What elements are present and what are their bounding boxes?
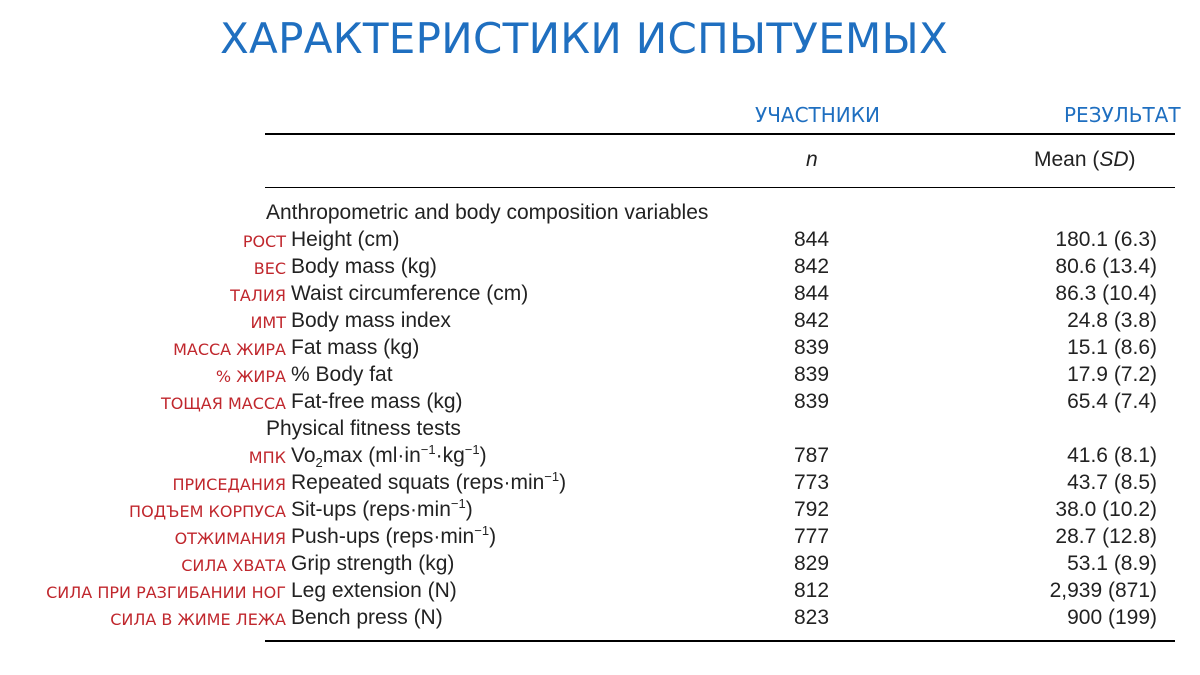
row-label-en: Fat mass (kg) xyxy=(291,336,420,359)
row-label-ru: ПОДЪЕМ КОРПУСА xyxy=(129,502,286,521)
table-row xyxy=(0,552,1200,579)
column-header-n: n xyxy=(806,148,818,171)
row-n: 773 xyxy=(794,471,830,494)
row-mean: 24.8 (3.8) xyxy=(1067,309,1157,332)
row-mean: 38.0 (10.2) xyxy=(1055,498,1157,521)
row-label-ru: ПРИСЕДАНИЯ xyxy=(172,475,286,494)
row-label-en: Waist circumference (cm) xyxy=(291,282,529,305)
table-row xyxy=(0,606,1200,633)
table-row xyxy=(0,336,1200,363)
row-n: 787 xyxy=(794,444,830,467)
table-row xyxy=(0,444,1200,471)
row-n: 844 xyxy=(794,228,830,251)
row-label-ru: ВЕС xyxy=(253,259,286,278)
row-n: 829 xyxy=(794,552,830,575)
row-label-ru: % ЖИРА xyxy=(215,367,286,386)
row-mean: 41.6 (8.1) xyxy=(1067,444,1157,467)
row-label-ru: РОСТ xyxy=(242,232,286,251)
row-label-en: Push-ups $(reps\cdot\min^{-1})$ xyxy=(291,523,497,548)
row-mean: 2,939 (871) xyxy=(1049,579,1157,602)
row-mean: 53.1 (8.9) xyxy=(1067,552,1157,575)
row-label-en: % Body fat xyxy=(291,363,393,386)
section-anthropometric xyxy=(0,201,1200,228)
table-row xyxy=(0,255,1200,282)
row-mean: 900 (199) xyxy=(1067,606,1157,629)
row-mean: 86.3 (10.4) xyxy=(1055,282,1157,305)
row-n: 844 xyxy=(794,282,830,305)
mean-label: Mean ( xyxy=(1034,148,1100,171)
row-label-en: Body mass (kg) xyxy=(291,255,437,278)
row-label-en: Body mass index xyxy=(291,309,451,332)
table-row xyxy=(0,525,1200,552)
row-n: 839 xyxy=(794,336,830,359)
row-mean: 80.6 (13.4) xyxy=(1055,255,1157,278)
row-mean: 180.1 (6.3) xyxy=(1055,228,1157,251)
row-n: 842 xyxy=(794,309,830,332)
table-row xyxy=(0,363,1200,390)
result-header: РЕЗУЛЬТАТ xyxy=(1064,103,1181,127)
row-label-ru: СИЛА ХВАТА xyxy=(181,556,286,575)
row-n: 777 xyxy=(794,525,830,548)
row-label-en: Height (cm) xyxy=(291,228,400,251)
row-label-en: Grip strength (kg) xyxy=(291,552,455,575)
row-label-ru: ОТЖИМАНИЯ xyxy=(174,529,286,548)
row-label-ru: МПК xyxy=(248,448,286,467)
row-label-en: Leg extension (N) xyxy=(291,579,457,602)
row-mean: 17.9 (7.2) xyxy=(1067,363,1157,386)
table-row xyxy=(0,390,1200,417)
row-mean: 28.7 (12.8) xyxy=(1055,525,1157,548)
row-n: 839 xyxy=(794,390,830,413)
row-label-ru: ТАЛИЯ xyxy=(230,286,286,305)
section-title: Anthropometric and body composition variables xyxy=(266,201,709,224)
row-label-en: $Vo_2\max$ $(ml\cdot in^{-1}\cdot kg^{-1})$ xyxy=(291,442,487,471)
sd-label: SD xyxy=(1099,148,1129,171)
table-row xyxy=(0,498,1200,525)
table-row xyxy=(0,471,1200,498)
row-label-ru: МАССА ЖИРА xyxy=(173,340,286,359)
table-row xyxy=(0,228,1200,255)
row-label-en: Bench press (N) xyxy=(291,606,443,629)
table-row xyxy=(0,282,1200,309)
table-row xyxy=(0,579,1200,606)
row-n: 792 xyxy=(794,498,830,521)
row-mean: 65.4 (7.4) xyxy=(1067,390,1157,413)
row-label-en: Fat-free mass (kg) xyxy=(291,390,463,413)
row-n: 842 xyxy=(794,255,830,278)
row-label-en: Repeated squats $(reps\cdot\min^{-1})$ xyxy=(291,469,567,494)
column-header-mean xyxy=(1034,148,1136,172)
row-label-en: Sit-ups $(reps\cdot\min^{-1})$ xyxy=(291,496,473,521)
page-title: ХАРАКТЕРИСТИКИ ИСПЫТУЕМЫХ xyxy=(219,14,949,63)
table-bottom-rule xyxy=(265,640,1175,642)
row-mean: 15.1 (8.6) xyxy=(1067,336,1157,359)
row-n: 839 xyxy=(794,363,830,386)
row-label-ru: СИЛА В ЖИМЕ ЛЕЖА xyxy=(110,610,286,629)
table-top-rule xyxy=(265,133,1175,135)
row-label-ru: ИМТ xyxy=(250,313,286,332)
row-label-ru: СИЛА ПРИ РАЗГИБАНИИ НОГ xyxy=(46,583,286,602)
section-fitness xyxy=(0,417,1200,444)
row-n: 812 xyxy=(794,579,830,602)
participants-header: УЧАСТНИКИ xyxy=(755,103,880,127)
table-header-rule xyxy=(265,187,1175,188)
section-title: Physical fitness tests xyxy=(266,417,461,440)
row-mean: 43.7 (8.5) xyxy=(1067,471,1157,494)
row-n: 823 xyxy=(794,606,830,629)
mean-close: ) xyxy=(1128,148,1136,171)
row-label-ru: ТОЩАЯ МАССА xyxy=(160,394,286,413)
table-row xyxy=(0,309,1200,336)
